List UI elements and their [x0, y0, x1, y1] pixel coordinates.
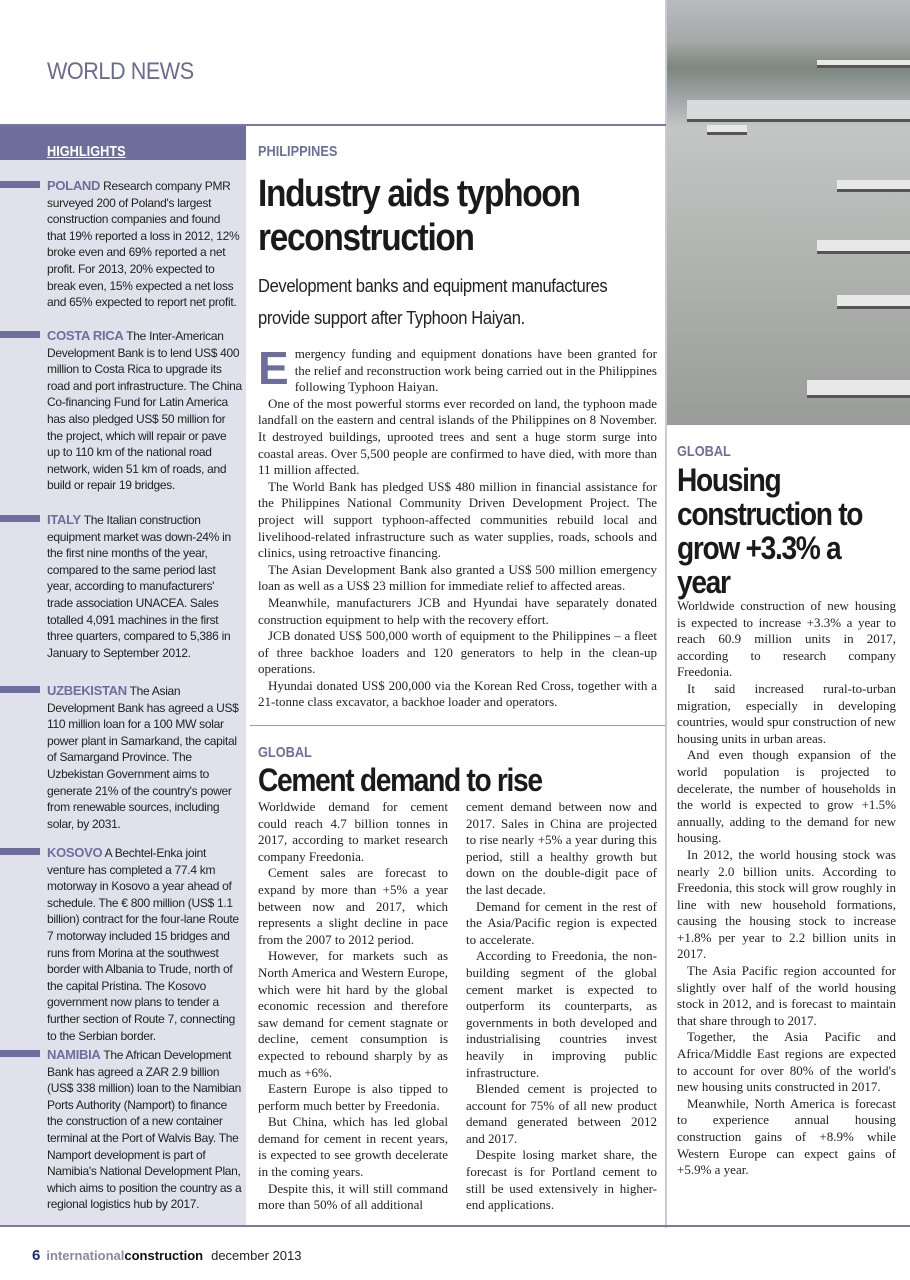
page-number: 6: [32, 1247, 41, 1264]
paragraph-text: Cement sales are forecast to expand by more than +5% a year between now and 2017, which represents a slight decline in pace from the 2007 to 2012 period.: [258, 865, 448, 947]
paragraph-text: Despite this, it will still command more than 50% of all additional: [258, 1180, 448, 1213]
highlight-text: A Bechtel-Enka joint venture has completed a 77.4 km motorway in Kosovo a year ahead of schedule. The € 800 million (US$ 1.1 billion) contract for the four-lane Route 7 motorway included 15 bridges and runs from Morina at the southwest border with Albania to Trude, north of the capital Pristina. The Kosovo government now plans to tender a further section of Route 7, connecting to the Serbian border.: [47, 846, 239, 1043]
paragraph: [258, 562, 657, 595]
paragraph: [677, 681, 896, 747]
paragraph-text: And even though expansion of the world population is projected to decelerate, the number of households in the world is expected to grow +1.5% annually, adding to the demand for new housing.: [677, 747, 896, 846]
paragraph: [258, 342, 657, 396]
brand-construction: construction: [124, 1248, 204, 1263]
paragraph: [258, 396, 657, 479]
paragraph: [258, 628, 657, 678]
highlight-text: The Asian Development Bank has agreed a US$ 110 million loan for a 100 MW solar power plant in Samarkand, the capital of Samargand Province. The Uzbekistan Government aims to generate 21% of the country's power from renewable sources, including solar, by 2031.: [47, 684, 239, 831]
highlight-item-uzbekistan: [47, 683, 242, 832]
highlight-country: POLAND: [47, 178, 101, 193]
highlight-marker: [0, 848, 40, 855]
paragraph: [258, 678, 657, 711]
highlight-country: COSTA RICA: [47, 328, 124, 343]
paragraph-text: Eastern Europe is also tipped to perform much better by Freedonia.: [258, 1081, 448, 1113]
paragraph-text: JCB donated US$ 500,000 worth of equipment to the Philippines – a fleet of three backhoe loaders and 120 generators to help in the clean-up operations.: [258, 628, 657, 677]
paragraph: [258, 479, 657, 562]
paragraph: [466, 1081, 657, 1147]
highlight-marker: [0, 181, 40, 188]
cement-column-2: [466, 799, 657, 1214]
paragraph: [677, 1096, 896, 1179]
column-divider: [665, 0, 667, 1228]
highlight-item-namibia: [47, 1047, 242, 1213]
highlight-country: UZBEKISTAN: [47, 683, 127, 698]
brand-international: international: [46, 1248, 125, 1263]
paragraph-text: The Asia Pacific region accounted for slightly over half of the world housing stock in 2012, and is forecast to maintain that share through to 2017.: [677, 963, 896, 1028]
paragraph: [677, 1029, 896, 1095]
paragraph-text: But China, which has led global demand for cement in recent years, is expected to see growth decelerate in the coming years.: [258, 1114, 448, 1180]
philippines-standfirst: Development banks and equipment manufactures provide support after Typhoon Haiyan.: [258, 276, 608, 328]
paragraph-text: Worldwide demand for cement could reach 4.7 billion tonnes in 2017, according to market research company Freedonia.: [258, 799, 448, 864]
paragraph: [466, 799, 657, 899]
paragraph-text: The Asian Development Bank also granted a US$ 500 million emergency loan as well as a US$ 23 million for immediate relief to affected areas.: [258, 561, 657, 594]
highlight-country: NAMIBIA: [47, 1047, 101, 1062]
highlight-text: The Italian construction equipment market was down-24% in the first nine months of the year, compared to the same period last year, according to manufacturers' trade association UNACEA. Sales totalled 4,091 machines in the first three quarters, compared to 5,386 in January to September 2012.: [47, 513, 231, 660]
section-title: WORLD NEWS: [47, 58, 194, 85]
philippines-headline: Industry aids typhoon reconstruction: [258, 173, 580, 259]
paragraph: [466, 948, 657, 1081]
top-rule: [0, 124, 666, 126]
article-divider: [250, 725, 665, 726]
paragraph: [258, 948, 448, 1081]
paragraph: [258, 1114, 448, 1180]
highlight-item-costa-rica: [47, 328, 242, 494]
highlight-marker: [0, 515, 40, 522]
paragraph-text: Demand for cement in the rest of the Asia/Pacific region is expected to accelerate.: [466, 898, 657, 947]
paragraph-text: Blended cement is projected to account for 75% of all new product demand generated between 2012 and 2017.: [466, 1081, 657, 1146]
paragraph-text: mergency funding and equipment donations have been granted for the relief and reconstruction work being carried out in the Philippines following Typhoon Haiyan.: [294, 346, 657, 395]
cement-kicker: GLOBAL: [258, 744, 312, 761]
paragraph: [677, 847, 896, 963]
bottom-rule: [0, 1225, 910, 1227]
housing-kicker: GLOBAL: [677, 443, 731, 460]
paragraph: [677, 747, 896, 847]
paragraph: [258, 1181, 448, 1214]
paragraph-text: Meanwhile, manufacturers JCB and Hyundai have separately donated construction equipment to help with the recovery effort.: [258, 594, 657, 627]
housing-body: [677, 598, 896, 1179]
issue-date: december 2013: [211, 1248, 302, 1263]
airport-photo: [667, 0, 910, 425]
paragraph-text: It said increased rural-to-urban migration, especially in developing countries, would spur construction of new housing units in urban areas.: [677, 680, 896, 746]
drop-cap: E: [258, 342, 289, 394]
highlight-country: ITALY: [47, 512, 81, 527]
paragraph-text: However, for markets such as North America and Western Europe, which were hit hard by the global economic recession and therefore saw demand for cement stagnate or decline, cement consumption is expected to rebound sharply by as much as +6%.: [258, 948, 448, 1080]
cement-column-1: [258, 799, 448, 1214]
paragraph: [258, 595, 657, 628]
paragraph-text: Meanwhile, North America is forecast to experience annual housing construction gains of +8.9% while Western Europe can expect gains of +5.9% a year.: [677, 1095, 896, 1178]
highlight-marker: [0, 331, 40, 338]
paragraph: [258, 799, 448, 865]
paragraph-text: Despite losing market share, the forecast is for Portland cement to still be used extensively in higher-end applications.: [466, 1147, 657, 1213]
highlight-country: KOSOVO: [47, 845, 103, 860]
paragraph: [466, 899, 657, 949]
highlight-item-italy: [47, 512, 242, 661]
paragraph-text: In 2012, the world housing stock was nearly 2.0 billion units. According to Freedonia, this stock will grow roughly in line with new household formations, causing the housing stock to increase +1.8% per year to 2.2 billion units in 2017.: [677, 846, 896, 962]
paragraph-text: Worldwide construction of new housing is expected to increase +3.3% a year to reach 60.9 million units in 2017, according to research company Freedonia.: [677, 598, 896, 680]
paragraph: [466, 1147, 657, 1213]
highlight-text: The Inter-American Development Bank is to lend US$ 400 million to Costa Rica to upgrade its road and port infrastructure. The China Co-financing Fund for Latin America has also pledged US$ 50 million for the project, which will repair or pave up to 110 km of the national road network, widen 51 km of roads, and build or repair 19 bridges.: [47, 329, 242, 493]
philippines-kicker: PHILIPPINES: [258, 143, 338, 160]
paragraph-text: Together, the Asia Pacific and Africa/Middle East regions are expected to account for over 80% of the world's new housing units constructed in 2017.: [677, 1029, 896, 1095]
housing-headline: Housing construction to grow +3.3% a year: [677, 462, 863, 600]
paragraph: [258, 865, 448, 948]
paragraph-text: One of the most powerful storms ever recorded on land, the typhoon made landfall on the eastern and central islands of the Philippines on 8 November. It destroyed buildings, uprooted trees and sent a huge storm surge into coastal areas. Over 5,500 people are confirmed to have died, with more than 11 million affected.: [258, 395, 657, 478]
highlight-marker: [0, 686, 40, 693]
page-footer: [32, 1247, 301, 1264]
highlight-item-kosovo: [47, 845, 242, 1044]
paragraph-text: The World Bank has pledged US$ 480 million in financial assistance for the Philippines National Community Driven Development Project. The project will support typhoon-affected communities rebuild local and livelihood-related infrastructure such as water supplies, roads, schools and clinics, using retroactive financing.: [258, 478, 657, 561]
highlight-item-poland: [47, 178, 242, 311]
highlight-text: The African Development Bank has agreed a ZAR 2.9 billion (US$ 338 million) loan to the Namibian Ports Authority (Namport) to finance the construction of a new container terminal at the Port of Walvis Bay. The Namport development is part of Namibia's National Development Plan, which aims to position the country as a regional logistics hub by 2017.: [47, 1048, 242, 1212]
paragraph: [677, 598, 896, 681]
highlight-text: Research company PMR surveyed 200 of Poland's largest construction companies and found that 19% reported a loss in 2012, 12% broke even and 69% reported a net profit. For 2013, 20% expected to break even, 15% expected a net loss and 65% expected to report net profit.: [47, 179, 240, 310]
paragraph-text: According to Freedonia, the non-building segment of the global cement market is expected to outperform its counterparts, as governments in both developed and industrialising countries invest heavily in improving public infrastructure.: [466, 948, 657, 1080]
highlight-marker: [0, 1050, 40, 1057]
highlights-title: HIGHLIGHTS: [47, 143, 126, 160]
paragraph-text: Hyundai donated US$ 200,000 via the Korean Red Cross, together with a 21-tonne class excavator, a backhoe loader and operators.: [258, 677, 657, 710]
paragraph: [258, 1081, 448, 1114]
paragraph: [677, 963, 896, 1029]
cement-headline: Cement demand to rise: [258, 762, 542, 798]
philippines-body: [258, 342, 657, 711]
paragraph-text: cement demand between now and 2017. Sales in China are projected to rise nearly +5% a year during this period, still a healthy growth but down on the double-digit pace of the last decade.: [466, 799, 657, 897]
